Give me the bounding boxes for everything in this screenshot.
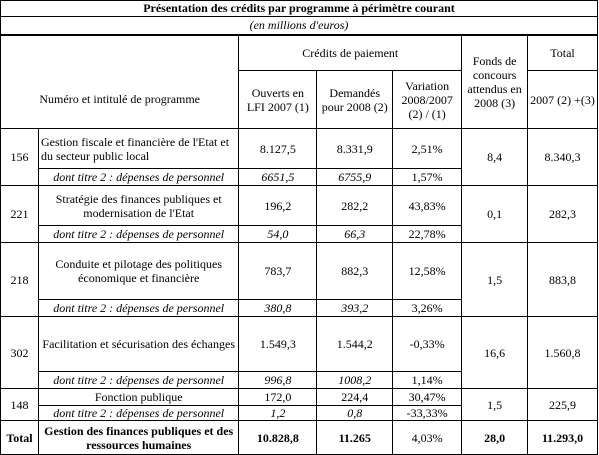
- cell-demandes: 224,4: [317, 389, 393, 406]
- sub-ouverts: 54,0: [239, 226, 317, 243]
- sub-ouverts: 380,8: [239, 300, 317, 317]
- program-number: 148: [1, 389, 39, 421]
- program-number: 302: [1, 317, 39, 389]
- cell-ouverts: 196,2: [239, 186, 317, 226]
- sub-ouverts: 996,8: [239, 372, 317, 389]
- sub-variation: 1,57%: [393, 169, 462, 186]
- sub-label: dont titre 2 : dépenses de personnel: [38, 226, 238, 243]
- sub-ouverts: 6651,5: [239, 169, 317, 186]
- total-row: [1, 421, 598, 455]
- sub-demandes: 393,2: [317, 300, 393, 317]
- program-number: 221: [1, 186, 39, 243]
- cell-demandes: 8.331,9: [317, 129, 393, 169]
- total-label: Total: [1, 421, 39, 455]
- cell-fonds: 0,1: [462, 186, 528, 243]
- header-credits-group: Crédits de paiement: [239, 36, 462, 71]
- sub-label: dont titre 2 : dépenses de personnel: [38, 406, 238, 421]
- program-number: 218: [1, 243, 39, 317]
- header-total: Total: [528, 36, 598, 71]
- program-name: Conduite et pilotage des politiques économique et financière: [38, 243, 238, 300]
- program-name: Fonction publique: [38, 389, 238, 406]
- sub-demandes: 6755,9: [317, 169, 393, 186]
- cell-total: 8.340,3: [528, 129, 598, 186]
- header-variation: Variation 2008/2007 (2) / (1): [393, 71, 462, 129]
- cell-fonds: 1,5: [462, 389, 528, 421]
- cell-total: 883,8: [528, 243, 598, 317]
- sub-demandes: 0,8: [317, 406, 393, 421]
- cell-variation: 43,83%: [393, 186, 462, 226]
- header-total-sub: 2007 (2) +(3): [528, 71, 598, 129]
- cell-demandes: 282,2: [317, 186, 393, 226]
- cell-variation: 30,47%: [393, 389, 462, 406]
- program-name: Gestion fiscale et financière de l'Etat et du secteur public local: [38, 129, 238, 169]
- header-demandes: Demandés pour 2008 (2): [317, 71, 393, 129]
- cell-fonds: 1,5: [462, 243, 528, 317]
- header-fonds: Fonds de concours attendus en 2008 (3): [462, 36, 528, 129]
- cell-demandes: 882,3: [317, 243, 393, 300]
- table-title: Présentation des crédits par programme à périmètre courant: [0, 0, 598, 17]
- sub-demandes: 66,3: [317, 226, 393, 243]
- total-demandes: 11.265: [317, 421, 393, 455]
- program-name: Stratégie des finances publiques et modernisation de l'Etat: [38, 186, 238, 226]
- cell-variation: -0,33%: [393, 317, 462, 372]
- total-total: 11.293,0: [528, 421, 598, 455]
- sub-variation: -33,33%: [393, 406, 462, 421]
- header-program: Numéro et intitulé de programme: [1, 71, 239, 129]
- cell-demandes: 1.544,2: [317, 317, 393, 372]
- header-blank-num: [1, 36, 39, 71]
- total-ouverts: 10.828,8: [239, 421, 317, 455]
- table-row: [1, 129, 598, 169]
- total-fonds: 28,0: [462, 421, 528, 455]
- sub-label: dont titre 2 : dépenses de personnel: [38, 372, 238, 389]
- cell-variation: 2,51%: [393, 129, 462, 169]
- sub-variation: 1,14%: [393, 372, 462, 389]
- sub-demandes: 1008,2: [317, 372, 393, 389]
- cell-ouverts: 1.549,3: [239, 317, 317, 372]
- cell-ouverts: 8.127,5: [239, 129, 317, 169]
- total-name: Gestion des finances publiques et des ressources humaines: [38, 421, 238, 455]
- total-variation: 4,03%: [393, 421, 462, 455]
- table-row: [1, 317, 598, 372]
- cell-total: 1.560,8: [528, 317, 598, 389]
- cell-total: 282,3: [528, 186, 598, 243]
- sub-variation: 22,78%: [393, 226, 462, 243]
- header-ouverts: Ouverts en LFI 2007 (1): [239, 71, 317, 129]
- cell-variation: 12,58%: [393, 243, 462, 300]
- table-row: [1, 186, 598, 226]
- program-number: 156: [1, 129, 39, 186]
- cell-ouverts: 172,0: [239, 389, 317, 406]
- sub-label: dont titre 2 : dépenses de personnel: [38, 169, 238, 186]
- cell-total: 225,9: [528, 389, 598, 421]
- table-row: [1, 243, 598, 300]
- cell-fonds: 8,4: [462, 129, 528, 186]
- table-subtitle: (en millions d'euros): [0, 17, 598, 35]
- header-blank-name: [38, 36, 238, 71]
- cell-ouverts: 783,7: [239, 243, 317, 300]
- cell-fonds: 16,6: [462, 317, 528, 389]
- program-name: Facilitation et sécurisation des échanges: [38, 317, 238, 372]
- sub-label: dont titre 2 : dépenses de personnel: [38, 300, 238, 317]
- sub-variation: 3,26%: [393, 300, 462, 317]
- credits-table: [0, 35, 598, 455]
- sub-ouverts: 1,2: [239, 406, 317, 421]
- table-row: [1, 389, 598, 406]
